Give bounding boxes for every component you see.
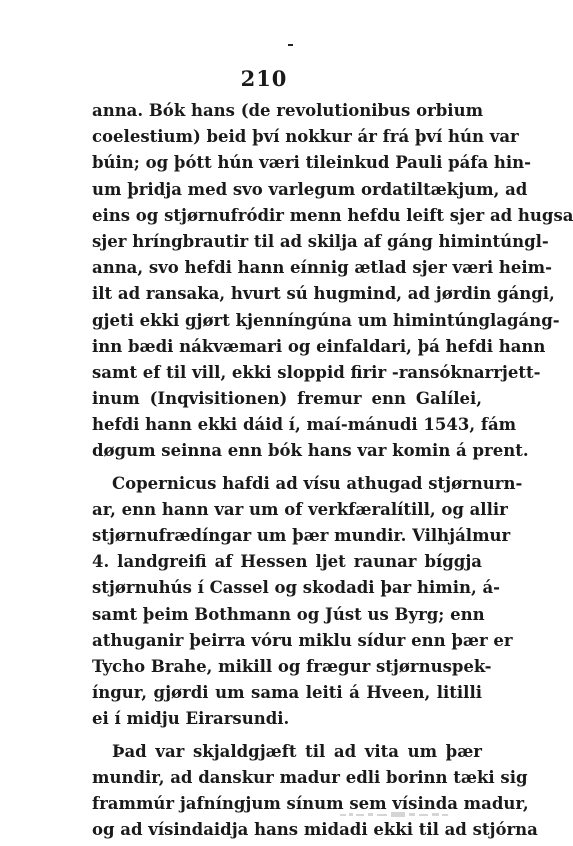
library-stamp-mark — [340, 810, 450, 820]
text-line: Tycho Brahe, mikill og frægur stjørnuspek- — [92, 656, 492, 676]
text-line: samt þeim Bothmann og Júst us Byrg; enn — [92, 604, 485, 624]
text-line: ar, enn hann var um of verkfæralítill, og allir — [92, 499, 508, 519]
text-line: athuganir þeirra vóru miklu sídur enn þær er — [92, 630, 513, 650]
text-line: stjørnuhús í Cassel og skodadi þar himin, á- — [92, 578, 500, 598]
text-line: stjørnufrædíngar um þær mundir. Vilhjálmur — [92, 526, 511, 545]
text-line: Þad var skjaldgjæft til ad vita um þær — [112, 741, 482, 761]
text-line: íngur, gjørdi um sama leiti á Hveen, litilli — [92, 683, 482, 703]
text-line: anna, svo hefdi hann eínnig ætlad sjer væri heim- — [92, 258, 552, 278]
text-line: hefdi hann ekki dáid í, maí-mánudi 1543, fám — [92, 415, 517, 435]
text-line: eins og stjørnufródir menn hefdu leift sjer ad hugsa — [92, 205, 573, 225]
body-text — [92, 98, 573, 843]
text-line: búin; og þótt hún væri tileinkud Pauli páfa hin- — [92, 153, 531, 173]
paragraph-2 — [92, 471, 523, 733]
text-line: frammúr jafníngjum sínum sem vísinda madur, — [92, 793, 529, 813]
text-line: samt ef til vill, ekki sloppid firir -ransóknarrjett- — [92, 362, 541, 382]
paragraph-1 — [92, 98, 573, 465]
text-line: og ad vísindaidja hans midadi ekki til ad stjórna — [92, 820, 538, 840]
paragraph-3 — [92, 739, 538, 844]
text-line: sjer hríngbrautir til ad skilja af gáng himintúngl- — [92, 231, 549, 251]
text-line: 4. landgreifi af Hessen ljet raunar bíggja — [92, 552, 482, 572]
text-line: ilt ad ransaka, hvurt sú hugmind, ad jørdin gángi, — [92, 284, 555, 304]
text-line: mundir, ad danskur madur edli borinn tæki sig — [92, 767, 528, 787]
page-number: 210 — [240, 66, 288, 91]
text-line: um þridja med svo varlegum ordatiltækjum, ad — [92, 179, 528, 199]
top-dash-mark — [288, 44, 293, 46]
text-line: inum (Inqvisitionen) fremur enn Galílei, — [92, 389, 482, 409]
text-line: anna. Bók hans (de revolutionibus orbium — [92, 101, 484, 120]
text-line: døgum seinna enn bók hans var komin á prent. — [92, 441, 529, 461]
text-line: ei í midju Eirarsundi. — [92, 709, 290, 729]
text-line: Copernicus hafdi ad vísu athugad stjørnurn- — [112, 473, 523, 493]
text-line: coelestium) beid því nokkur ár frá því hún var — [92, 127, 519, 147]
text-line: inn bædi nákvæmari og einfaldari, þá hefdi hann — [92, 336, 546, 356]
text-line: gjeti ekki gjørt kjenníngúna um himintúnglagáng- — [92, 310, 560, 330]
